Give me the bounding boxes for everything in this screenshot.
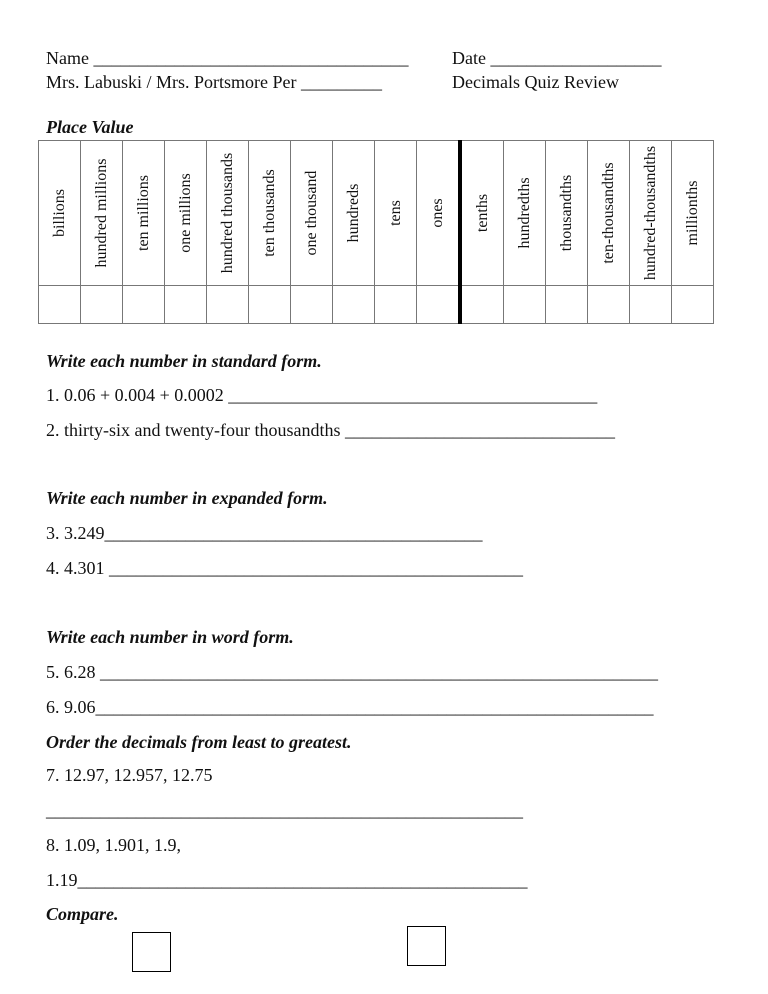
column-label: ten thousands <box>260 169 278 257</box>
entry-cell-billions[interactable] <box>39 286 81 324</box>
column-hundred-thousandths <box>630 141 672 286</box>
column-hundred-millions <box>81 141 123 286</box>
question-6[interactable]: 6. 9.06______________________________________________________________ <box>46 697 654 717</box>
column-ten-thousandths <box>588 141 630 286</box>
document-title: Decimals Quiz Review <box>452 72 619 92</box>
entry-cell-millionths[interactable] <box>672 286 714 324</box>
question-8: 8. 1.09, 1.901, 1.9, <box>46 835 181 855</box>
column-label: one thousand <box>302 170 320 256</box>
column-tenths <box>460 141 504 286</box>
column-ten-millions <box>123 141 165 286</box>
column-ones <box>417 141 461 286</box>
column-hundred-thousands <box>207 141 249 286</box>
column-label: thousandths <box>557 174 575 252</box>
column-ten-thousands <box>249 141 291 286</box>
entry-cell-tens[interactable] <box>375 286 417 324</box>
column-label: millionths <box>683 180 701 246</box>
column-label: hundredths <box>515 177 533 249</box>
question-1[interactable]: 1. 0.06 + 0.004 + 0.0002 _________________________________________ <box>46 385 598 405</box>
column-thousandths <box>546 141 588 286</box>
entry-cell-ten-thousandths[interactable] <box>588 286 630 324</box>
column-tens <box>375 141 417 286</box>
column-label: billions <box>50 188 68 238</box>
question-3[interactable]: 3. 3.249__________________________________________ <box>46 523 483 543</box>
column-label: tenths <box>473 193 491 233</box>
entry-cell-hundred-thousandths[interactable] <box>630 286 672 324</box>
column-hundredths <box>504 141 546 286</box>
order-heading: Order the decimals from least to greatest. <box>46 732 352 752</box>
place-value-entry-row <box>39 286 714 324</box>
column-hundreds <box>333 141 375 286</box>
entry-cell-hundred-thousands[interactable] <box>207 286 249 324</box>
column-label: one millions <box>176 173 194 253</box>
place-value-table <box>38 140 714 324</box>
standard-form-heading: Write each number in standard form. <box>46 351 322 371</box>
entry-cell-one-thousand[interactable] <box>291 286 333 324</box>
entry-cell-hundredths[interactable] <box>504 286 546 324</box>
place-value-heading: Place Value <box>46 117 134 137</box>
expanded-form-heading: Write each number in expanded form. <box>46 488 328 508</box>
question-7: 7. 12.97, 12.957, 12.75 <box>46 765 213 785</box>
column-billions <box>39 141 81 286</box>
entry-cell-hundreds[interactable] <box>333 286 375 324</box>
entry-cell-thousandths[interactable] <box>546 286 588 324</box>
entry-cell-ten-thousands[interactable] <box>249 286 291 324</box>
question-5[interactable]: 5. 6.28 ______________________________________________________________ <box>46 662 658 682</box>
compare-heading: Compare. <box>46 904 119 924</box>
entry-cell-ten-millions[interactable] <box>123 286 165 324</box>
compare-box-2[interactable] <box>407 926 446 966</box>
column-label: tens <box>386 200 404 226</box>
date-field-label[interactable]: Date ___________________ <box>452 48 662 68</box>
question-7-answer-line[interactable]: _____________________________________________________ <box>46 800 523 820</box>
name-field-label[interactable]: Name ___________________________________ <box>46 48 409 68</box>
question-2[interactable]: 2. thirty-six and twenty-four thousandths ______________________________ <box>46 420 615 440</box>
column-millionths <box>672 141 714 286</box>
entry-cell-one-millions[interactable] <box>165 286 207 324</box>
teacher-period-line[interactable]: Mrs. Labuski / Mrs. Portsmore Per _________ <box>46 72 382 92</box>
question-8-continued[interactable]: 1.19__________________________________________________ <box>46 870 528 890</box>
place-value-header-row <box>39 141 714 286</box>
column-one-thousand <box>291 141 333 286</box>
entry-cell-hundred-millions[interactable] <box>81 286 123 324</box>
entry-cell-ones[interactable] <box>417 286 461 324</box>
column-label: ones <box>428 198 446 228</box>
column-label: hundreds <box>344 183 362 243</box>
column-one-millions <box>165 141 207 286</box>
column-label: hundred thousands <box>218 152 236 274</box>
column-label: hundred millions <box>92 158 110 268</box>
word-form-heading: Write each number in word form. <box>46 627 294 647</box>
compare-box-1[interactable] <box>132 932 171 972</box>
column-label: hundred-thousandths <box>641 145 659 281</box>
question-4[interactable]: 4. 4.301 ______________________________________________ <box>46 558 523 578</box>
column-label: ten-thousandths <box>599 162 617 264</box>
column-label: ten millions <box>134 175 152 251</box>
entry-cell-tenths[interactable] <box>460 286 504 324</box>
